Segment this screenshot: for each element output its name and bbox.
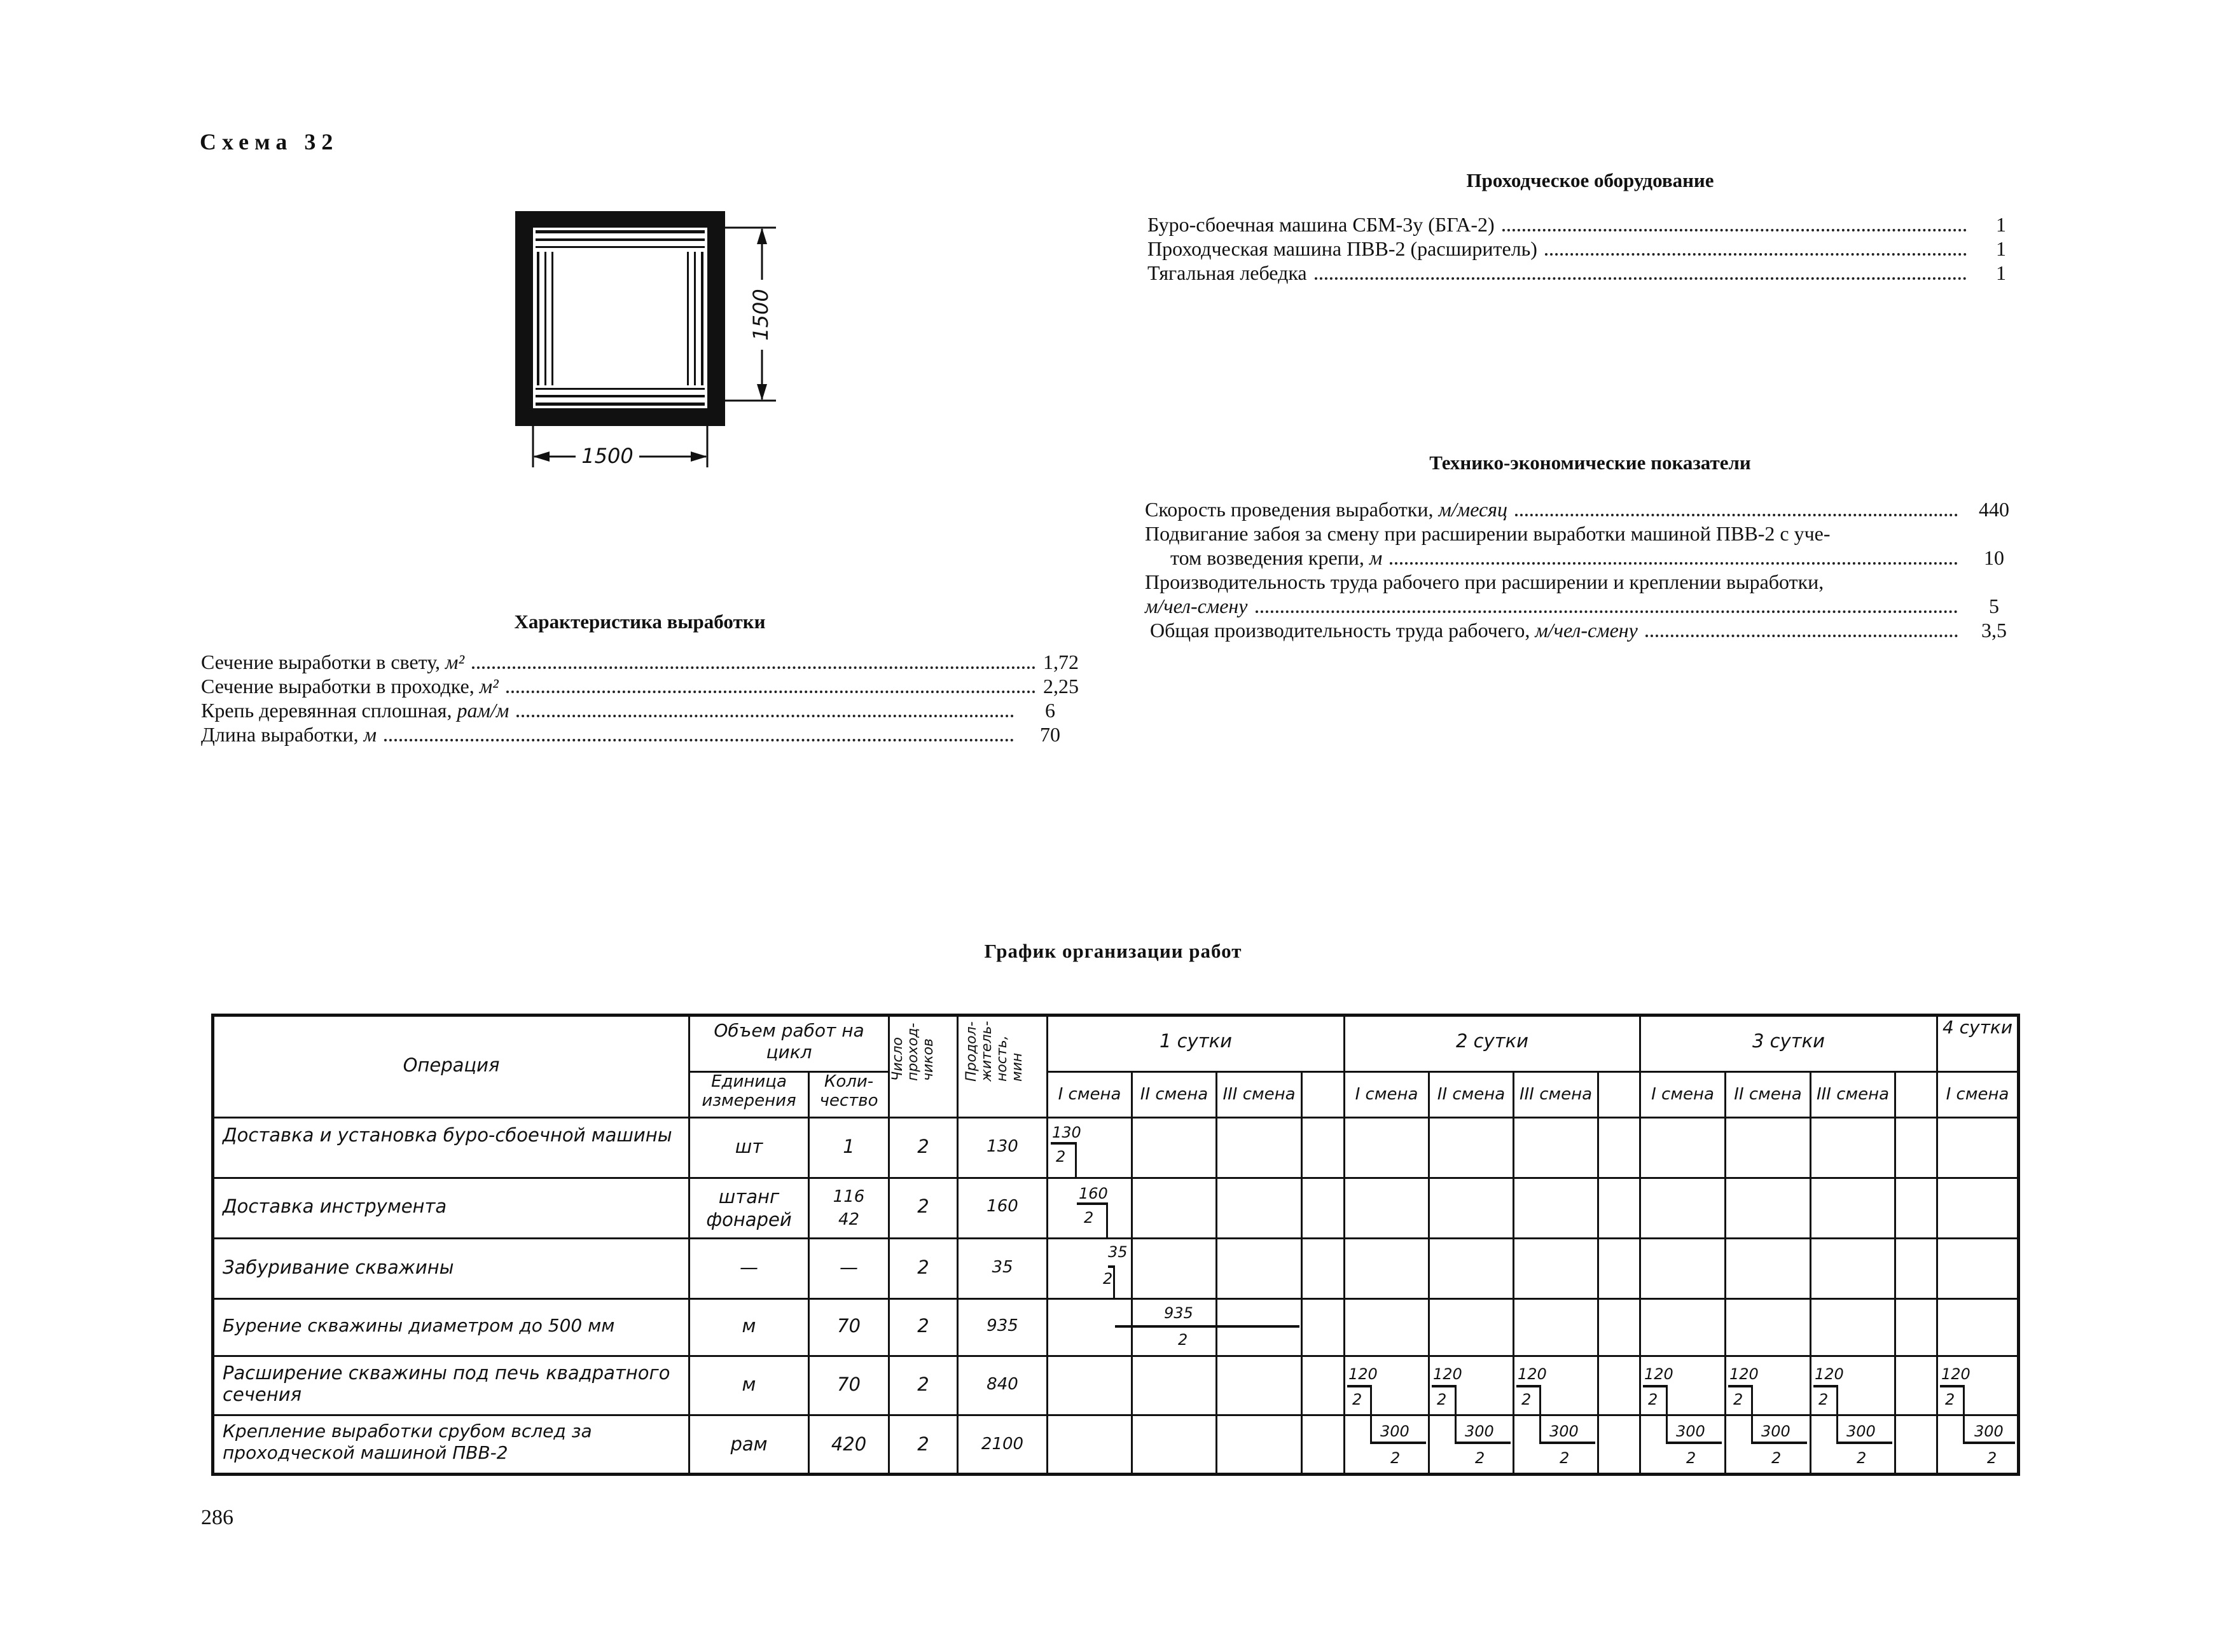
gantt-minutes: 300 xyxy=(1465,1422,1494,1440)
gantt-crew: 2 xyxy=(1084,1209,1094,1227)
item-line1: Подвигание забоя за смену при расширении выработки машиной ПВВ-2 с уче- xyxy=(1145,522,1831,545)
item-label: Буро-сбоечная машина СБМ-3у (БГА-2) xyxy=(1147,213,1495,236)
gantt-minutes: 300 xyxy=(1846,1422,1876,1440)
gantt-bar xyxy=(1370,1442,1426,1444)
item-value: 5 xyxy=(1989,595,1999,617)
row-workers: 2 xyxy=(917,1315,929,1337)
gantt-crew: 2 xyxy=(1475,1449,1485,1467)
header-operation: Операция xyxy=(403,1054,500,1076)
gantt-crew: 2 xyxy=(1987,1449,1997,1467)
item-unit: м² xyxy=(479,675,499,698)
row-workers: 2 xyxy=(917,1195,929,1217)
row-unit: штанг фонарей xyxy=(706,1186,792,1230)
item-value: 1 xyxy=(1996,261,2006,284)
gantt-crew: 2 xyxy=(1771,1449,1782,1467)
gantt-bar xyxy=(1432,1385,1456,1387)
header-shift: II смена xyxy=(1734,1085,1802,1104)
header-shift: I смена xyxy=(1946,1085,2009,1104)
indicators-title: Технико-экономические показатели xyxy=(1429,451,1751,474)
item-label: Проходческая машина ПВВ-2 (расширитель) xyxy=(1147,237,1537,260)
item-unit: м/чел-смену xyxy=(1145,595,1248,617)
header-shift: II смена xyxy=(1140,1085,1208,1104)
gantt-bar xyxy=(1836,1442,1892,1444)
gantt-crew: 2 xyxy=(1437,1391,1447,1408)
row-quantity: — xyxy=(840,1256,858,1278)
row-unit: рам xyxy=(730,1433,768,1455)
item-value: 1 xyxy=(1996,237,2006,260)
row-operation: Крепление выработки срубом вслед за проходческой машиной ПВВ-2 xyxy=(223,1421,592,1463)
gantt-minutes: 35 xyxy=(1108,1243,1128,1261)
gantt-crew: 2 xyxy=(1648,1391,1658,1408)
gantt-bar xyxy=(1666,1442,1722,1444)
header-shift: I смена xyxy=(1355,1085,1418,1104)
header-shift: I смена xyxy=(1058,1085,1121,1104)
item-value: 1 xyxy=(1996,213,2006,236)
gantt-bar xyxy=(1077,1202,1107,1205)
gantt-crew: 2 xyxy=(1390,1449,1401,1467)
gantt-minutes: 120 xyxy=(1644,1365,1673,1383)
header-day-3: 3 сутки xyxy=(1752,1030,1825,1052)
gantt-crew: 2 xyxy=(1056,1148,1066,1166)
row-unit: м xyxy=(742,1315,756,1337)
gantt-bar xyxy=(1347,1385,1371,1387)
row-workers: 2 xyxy=(917,1373,929,1395)
row-unit: — xyxy=(740,1256,758,1278)
gantt-crew: 2 xyxy=(1560,1449,1570,1467)
header-day-4: 4 сутки xyxy=(1942,1017,2013,1038)
gantt-bar xyxy=(1539,1442,1595,1444)
item-label: том возведения крепи, xyxy=(1170,546,1364,569)
item-label: Общая производительность труда рабочего, xyxy=(1150,619,1530,642)
gantt-minutes: 160 xyxy=(1079,1185,1108,1202)
row-duration: 160 xyxy=(987,1197,1018,1216)
row-duration: 130 xyxy=(987,1137,1018,1156)
gantt-bar xyxy=(1963,1442,2015,1444)
row-quantity: 1 xyxy=(843,1136,855,1157)
row-workers: 2 xyxy=(917,1136,929,1157)
item-label: Сечение выработки в свету, xyxy=(201,650,441,673)
row-duration: 2100 xyxy=(981,1435,1024,1454)
gantt-crew: 2 xyxy=(1352,1391,1362,1408)
row-quantity: 70 xyxy=(837,1373,861,1395)
scheme-word: Схема xyxy=(200,129,293,155)
item-unit: м xyxy=(1369,546,1383,569)
row-quantity: 70 xyxy=(837,1315,861,1337)
schedule-title: График организации работ xyxy=(984,940,1242,962)
row-quantity: 420 xyxy=(831,1433,867,1455)
characteristics-title: Характеристика выработки xyxy=(514,610,766,633)
dim-width-label: 1500 xyxy=(581,444,634,468)
header-duration: Продол-житель-ность, мин xyxy=(964,1021,1025,1082)
item-label: Крепь деревянная сплошная, xyxy=(201,699,452,722)
gantt-minutes: 120 xyxy=(1348,1365,1378,1383)
row-duration: 840 xyxy=(987,1375,1018,1394)
gantt-bar xyxy=(1728,1385,1752,1387)
gantt-crew: 2 xyxy=(1818,1391,1829,1408)
item-value: 3,5 xyxy=(1981,619,2007,642)
gantt-minutes: 300 xyxy=(1761,1422,1790,1440)
item-unit: м/месяц xyxy=(1438,498,1508,521)
item-unit: м² xyxy=(445,650,465,673)
gantt-minutes: 120 xyxy=(1815,1365,1844,1383)
header-shift: II смена xyxy=(1437,1085,1506,1104)
row-duration: 35 xyxy=(992,1258,1013,1277)
gantt-bar xyxy=(1051,1142,1076,1145)
gantt-minutes: 300 xyxy=(1974,1422,2004,1440)
gantt-minutes: 120 xyxy=(1518,1365,1547,1383)
row-workers: 2 xyxy=(917,1433,929,1455)
item-unit: м xyxy=(363,723,377,746)
row-operation: Доставка инструмента xyxy=(223,1195,447,1217)
gantt-minutes: 300 xyxy=(1380,1422,1409,1440)
gantt-bar xyxy=(1940,1385,1964,1387)
item-value: 1,72 xyxy=(1043,650,1079,673)
gantt-minutes: 300 xyxy=(1549,1422,1579,1440)
row-quantity: 116 42 xyxy=(833,1187,865,1229)
gantt-minutes: 130 xyxy=(1052,1124,1081,1141)
gantt-bar xyxy=(1643,1385,1667,1387)
item-unit: рам/м xyxy=(457,699,509,722)
header-workers: Число проход-чиков xyxy=(890,1022,936,1081)
gantt-minutes: 120 xyxy=(1729,1365,1759,1383)
gantt-crew: 2 xyxy=(1178,1331,1188,1349)
item-value: 70 xyxy=(1040,723,1060,746)
header-shift: III смена xyxy=(1816,1085,1890,1104)
gantt-minutes: 935 xyxy=(1164,1304,1193,1322)
header-shift: III смена xyxy=(1222,1085,1296,1104)
page-number: 286 xyxy=(201,1506,233,1529)
item-value: 2,25 xyxy=(1043,675,1079,698)
gantt-minutes: 120 xyxy=(1941,1365,1970,1383)
item-label: Тягальная лебедка xyxy=(1147,261,1307,284)
gantt-crew: 2 xyxy=(1686,1449,1696,1467)
gantt-crew: 2 xyxy=(1857,1449,1867,1467)
header-shift: III смена xyxy=(1519,1085,1593,1104)
dim-height-label: 1500 xyxy=(749,289,773,341)
row-operation: Доставка и установка буро-сбоечной машины xyxy=(223,1124,672,1146)
equipment-title: Проходческое оборудование xyxy=(1466,169,1714,191)
gantt-bar xyxy=(1115,1325,1299,1328)
gantt-crew: 2 xyxy=(1733,1391,1743,1408)
gantt-crew: 2 xyxy=(1103,1270,1113,1288)
row-workers: 2 xyxy=(917,1256,929,1278)
gantt-bar xyxy=(1516,1385,1541,1387)
header-shift: I смена xyxy=(1651,1085,1714,1104)
header-day-1: 1 сутки xyxy=(1159,1030,1233,1052)
row-operation: Бурение скважины диаметром до 500 мм xyxy=(223,1315,615,1336)
gantt-crew: 2 xyxy=(1945,1391,1955,1408)
header-unit: Единица измерения xyxy=(702,1072,796,1110)
row-operation: Забуривание скважины xyxy=(223,1256,454,1278)
item-label: Длина выработки, xyxy=(201,723,359,746)
gantt-bar xyxy=(1813,1385,1838,1387)
gantt-minutes: 120 xyxy=(1433,1365,1462,1383)
scheme-number: 32 xyxy=(304,129,339,155)
row-duration: 935 xyxy=(987,1316,1018,1335)
header-volume: Объем работ на цикл xyxy=(714,1020,864,1063)
header-quantity: Коли-чество xyxy=(819,1072,878,1110)
item-label: Сечение выработки в проходке, xyxy=(201,675,474,698)
item-line1: Производительность труда рабочего при расширении и креплении выработки, xyxy=(1145,570,1824,593)
item-value: 10 xyxy=(1984,546,2004,569)
row-unit: м xyxy=(742,1373,756,1395)
row-operation: Расширение скважины под печь квадратного сечения xyxy=(223,1362,670,1405)
header-day-2: 2 сутки xyxy=(1455,1030,1529,1052)
item-value: 440 xyxy=(1979,498,2009,521)
gantt-crew: 2 xyxy=(1521,1391,1532,1408)
gantt-bar xyxy=(1751,1442,1807,1444)
row-unit: шт xyxy=(735,1136,763,1157)
gantt-minutes: 300 xyxy=(1676,1422,1705,1440)
item-value: 6 xyxy=(1045,699,1055,722)
item-unit: м/чел-смену xyxy=(1535,619,1638,642)
item-label: Скорость проведения выработки, xyxy=(1145,498,1434,521)
gantt-bar xyxy=(1455,1442,1511,1444)
